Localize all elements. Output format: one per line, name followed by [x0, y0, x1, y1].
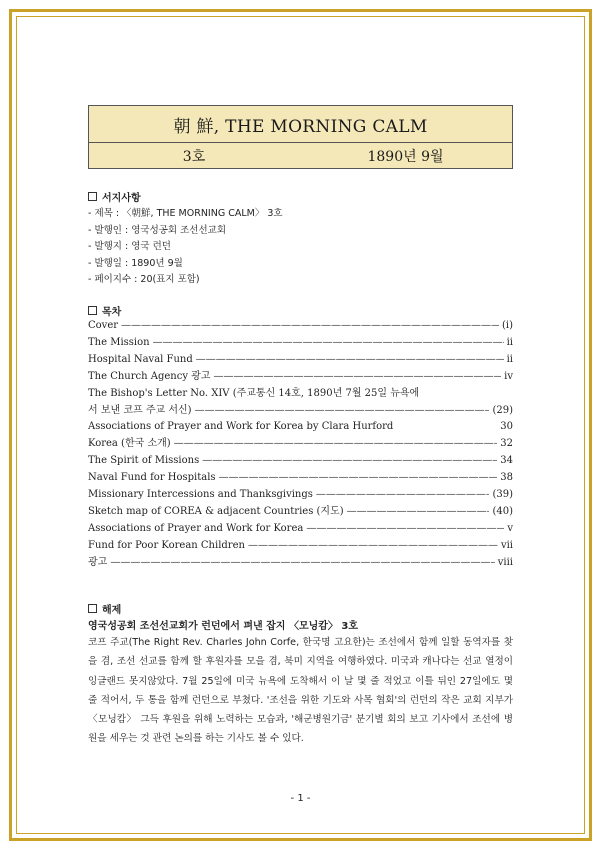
- issue-number: 3호: [182, 149, 206, 165]
- bibliography-list: [88, 206, 283, 289]
- commentary-body: 코프 주교(The Right Rev. Charles John Corfe, 한국명 고요한)는 조선에서 함께 일할 동역자를 찾을 겸, 조선 선교를 함께 할 후원자를 모을 겸, 북미 지역을 여행하였다. 미국과 캐나다는 선교 열정이 잉글랜드 못지않았다. 7월 25일에 미국 뉴욕에 도착해서 이 날 몇 줄 적었고 이틀 뒤인 27일에도 몇 줄 적어서, 두 통을 함께 런던으로 부쳤다. '조선을 위한 기도와 사목 협회'의 런던의 작은 교회 지부가 〈모닝캄〉 그득 후원을 위해 노력하는 모습과, '해군병원기금' 분기별 회의 보고 기사에서 조선에 병원을 세우는 것 관련 논의를 하는 기사도 볼 수 있다.: [88, 637, 513, 745]
- toc-entry: Fund for Poor Korean Children ————— vii: [88, 538, 513, 555]
- issue-row: [89, 143, 512, 169]
- toc-heading: 목차: [88, 303, 121, 318]
- list-item: - 제목 : 〈朝鮮, THE MORNING CALM〉 3호: [88, 208, 283, 219]
- publication-title: 朝 鮮, THE MORNING CALM: [89, 106, 512, 143]
- toc-entry: Naval Fund for Hospitals ————— 38: [88, 470, 513, 487]
- square-bullet-icon: [88, 192, 97, 201]
- toc-entry: The Mission ————— ii: [88, 335, 513, 352]
- square-bullet-icon: [88, 306, 97, 315]
- toc-entry: 서 보낸 코프 주교 서신) ————— (29): [88, 403, 513, 420]
- bibliography-heading: 서지사항: [88, 189, 141, 204]
- page-number: - 1 -: [290, 793, 311, 804]
- toc-entry: Cover ————— (i): [88, 318, 513, 335]
- list-item: - 발행인 : 영국성공회 조선선교회: [88, 224, 227, 236]
- table-of-contents: [88, 318, 513, 572]
- toc-entry: Sketch map of COREA & adjacent Countries (지도) ————— (40): [88, 504, 513, 521]
- toc-entry: Associations of Prayer and Work for Korea by Clara Hurford 30: [88, 421, 513, 433]
- toc-entry: 광고 ————— viii: [88, 555, 513, 572]
- title-box: [88, 105, 513, 169]
- list-item: - 페이지수 : 20(표지 포함): [88, 274, 200, 285]
- list-item: - 발행일 : 1890년 9월: [88, 257, 183, 269]
- toc-entry: The Church Agency 광고 ————— iv: [88, 369, 513, 386]
- toc-entry: Missionary Intercessions and Thanksgivings ————— (39): [88, 487, 513, 504]
- toc-entry: Korea (한국 소개) ————— 32: [88, 436, 513, 453]
- square-bullet-icon: [88, 604, 97, 613]
- commentary-title: 영국성공회 조선선교회가 런던에서 펴낸 잡지 〈모닝캄〉 3호: [88, 621, 359, 632]
- toc-entry: The Spirit of Missions ————— 34: [88, 453, 513, 470]
- issue-date: 1890년 9월: [367, 149, 444, 165]
- toc-entry: Associations of Prayer and Work for Korea ————— v: [88, 521, 513, 538]
- toc-entry: Hospital Naval Fund ————— ii: [88, 352, 513, 369]
- commentary-heading: 해제: [88, 601, 121, 616]
- toc-entry: The Bishop's Letter No. XIV (주교통신 14호, 1890년 7월 25일 뉴욕에: [88, 387, 420, 399]
- list-item: - 발행지 : 영국 런던: [88, 241, 171, 252]
